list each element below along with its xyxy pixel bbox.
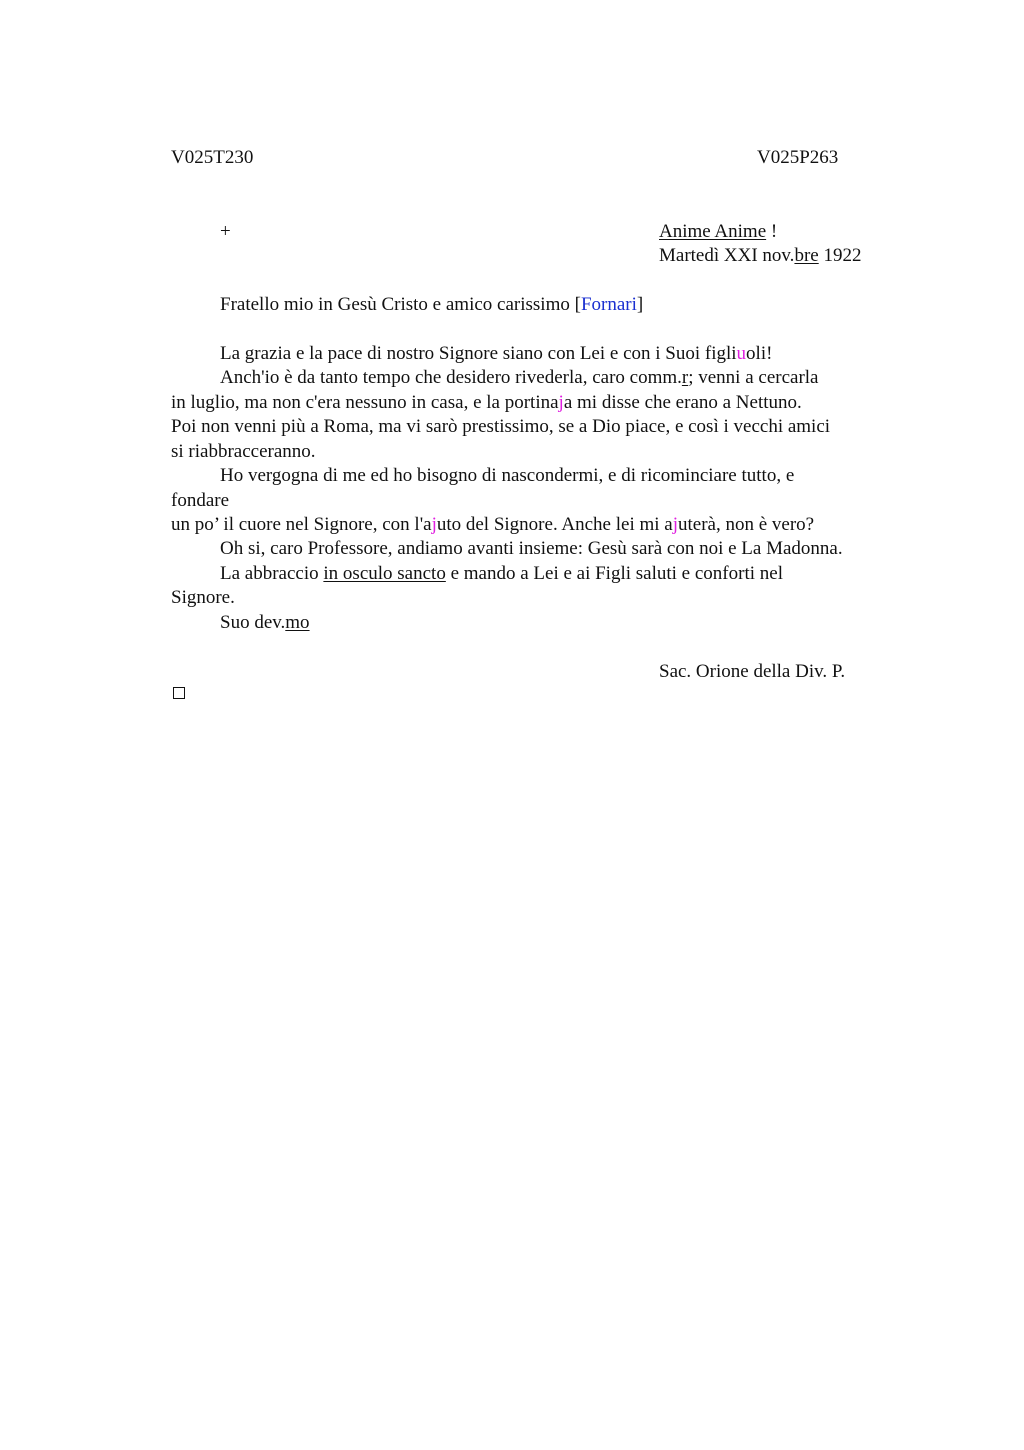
body-line-1	[220, 342, 772, 366]
date-line	[659, 244, 861, 268]
motto-line	[659, 220, 777, 244]
motto-text: Anime Anime	[659, 221, 767, 242]
latin-phrase: in osculo sancto	[323, 563, 446, 584]
body-line-7: fondare	[171, 490, 230, 511]
variant-letter: j	[558, 392, 564, 413]
body-line-4: Poi non venni più a Roma, ma vi sarò prestissimo, se a Dio piace, e così i vecchi amici	[171, 416, 831, 437]
body-text: uto del Signore. Anche lei mi a	[436, 514, 673, 535]
closing-text: Suo dev.	[220, 612, 286, 633]
body-text: Anch'io è da tanto tempo che desidero rivederla, caro comm.	[220, 367, 682, 388]
closing-line	[220, 611, 310, 635]
body-text: uterà, non è vero?	[678, 514, 815, 535]
salutation	[220, 293, 643, 317]
cross-mark: +	[220, 221, 231, 242]
body-line-11: Signore.	[171, 587, 235, 608]
body-line-5: si riabbracceranno.	[171, 441, 316, 462]
body-line-6: Ho vergogna di me ed ho bisogno di nascondermi, e di ricominciare tutto, e	[220, 465, 795, 486]
recipient-name: Fornari	[580, 294, 637, 315]
date-prefix: Martedì XXI nov.	[659, 245, 795, 266]
body-text: un po’ il cuore nel Signore, con l'a	[171, 514, 432, 535]
body-line-3	[171, 391, 802, 415]
square-outline-icon	[173, 687, 185, 699]
document-code-right: V025P263	[757, 147, 839, 168]
body-line-9: Oh si, caro Professore, andiamo avanti insieme: Gesù sarà con noi e La Madonna.	[220, 538, 843, 559]
body-text: oli!	[746, 343, 773, 364]
motto-exclamation: !	[766, 221, 778, 242]
abbrev-sup: r	[681, 367, 689, 388]
document-code-left: V025T230	[171, 147, 254, 168]
body-text: ; venni a cercarla	[688, 367, 819, 388]
signature: Sac. Orione della Div. P.	[659, 661, 846, 682]
body-text: La abbraccio	[220, 563, 324, 584]
variant-letter: u	[736, 343, 747, 364]
body-line-2	[220, 366, 819, 390]
body-line-8	[171, 513, 814, 537]
salutation-text: Fratello mio in Gesù Cristo e amico carissimo [	[220, 294, 581, 315]
salutation-close: ]	[636, 294, 644, 315]
body-text: a mi disse che erano a Nettuno.	[563, 392, 802, 413]
variant-letter: j	[672, 514, 678, 535]
date-year: 1922	[818, 245, 862, 266]
body-text: e mando a Lei e ai Figli saluti e conforti nel	[445, 563, 783, 584]
date-abbrev-sup: bre	[794, 245, 819, 266]
body-text: in luglio, ma non c'era nessuno in casa, e la portina	[171, 392, 559, 413]
variant-letter: j	[431, 514, 437, 535]
body-line-10	[220, 562, 783, 586]
body-text: La grazia e la pace di nostro Signore siano con Lei e con i Suoi figli	[220, 343, 737, 364]
abbrev-sup: mo	[285, 612, 310, 633]
